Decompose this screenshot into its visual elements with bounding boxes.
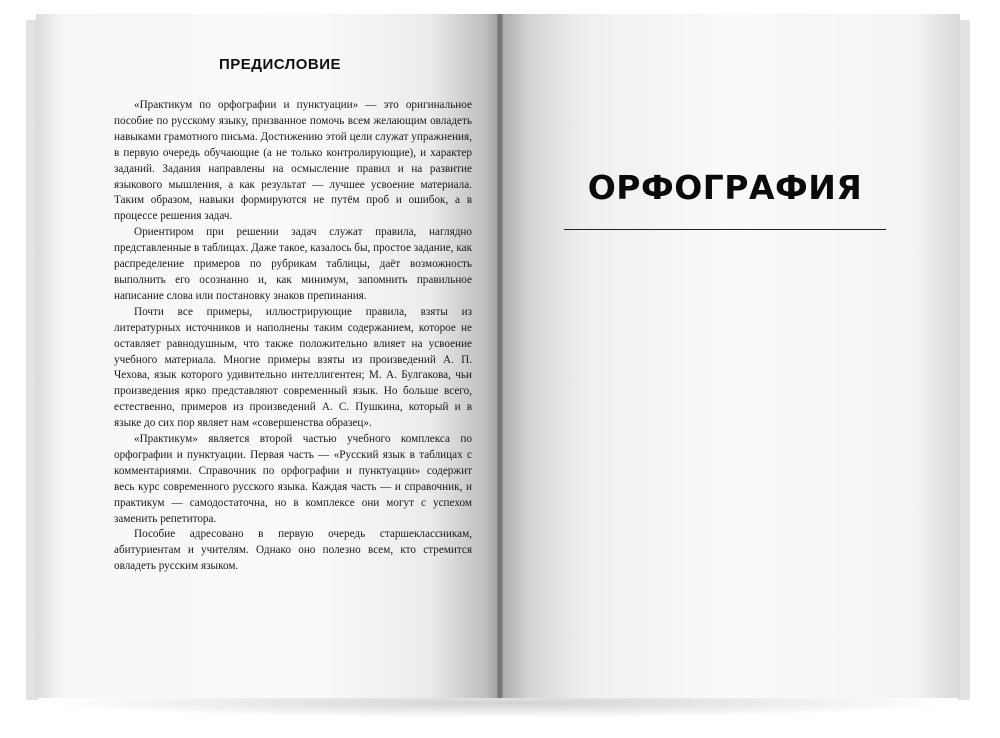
preface-body: [114, 98, 472, 575]
preface-heading: ПРЕДИСЛОВИЕ: [218, 56, 342, 73]
preface-paragraph-2: Ориентиром при решении задач служат правила, наглядно представленные в таблицах. Даже такое, казалось бы, простое задание, как распределение примеров по рубрикам таблицы, даёт возможность выполнить его осознанно и, как минимум, запомнить правильное написание слова или постановку знаков препинания.: [114, 226, 472, 302]
preface-paragraph-3: Почти все примеры, иллюстрирующие правила, взяты из литературных источников и наполнены таким содержанием, которое не оставляет равнодушным, что также положительно влияет на усвоение учебного материала. Многие примеры взяты из произведений А. П. Чехова, язык которого удивительно интеллигентен; М. А. Булгакова, чьи произведения ярко представляют современный язык. Но больше всего, естественно, примеров из произведений А. С. Пушкина, который и в языке до сих пор являет нам «совершенства образец».: [114, 305, 472, 430]
preface-paragraph-4: «Практикум» является второй частью учебного комплекса по орфографии и пунктуации. Первая часть — «Русский язык в таблицах с комментариями. Справочник по орфографии и пунктуации» содержит весь курс современного русского языка. Каждая часть — и справочник, и практикум — самодостаточна, но в комплексе они могут с успехом заменить репетитора.: [114, 433, 472, 525]
right-page: [500, 14, 960, 698]
book-spine: [497, 14, 503, 698]
section-divider: [564, 229, 886, 230]
preface-paragraph-1: «Практикум по орфографии и пунктуации» — это оригинальное пособие по русскому языку, призванное помочь всем желающим овладеть навыками грамотного письма. Достижению этой цели служат упражнения, в первую очередь обучающие (а не только контролирующие), и характер заданий. Задания направлены на осмысление правил и на развитие языкового мышления, а как результат — лучшее усвоение материала. Таким образом, навыки формируются не путём проб и ошибок, а в процессе решения задач.: [114, 99, 472, 223]
section-heading: ОРФОГРАФИЯ: [587, 168, 863, 207]
preface-paragraph-5: Пособие адресовано в первую очередь старшеклассникам, абитуриентам и учителям. Однако оно полезно всем, кто стремится овладеть русским языком.: [114, 528, 472, 573]
